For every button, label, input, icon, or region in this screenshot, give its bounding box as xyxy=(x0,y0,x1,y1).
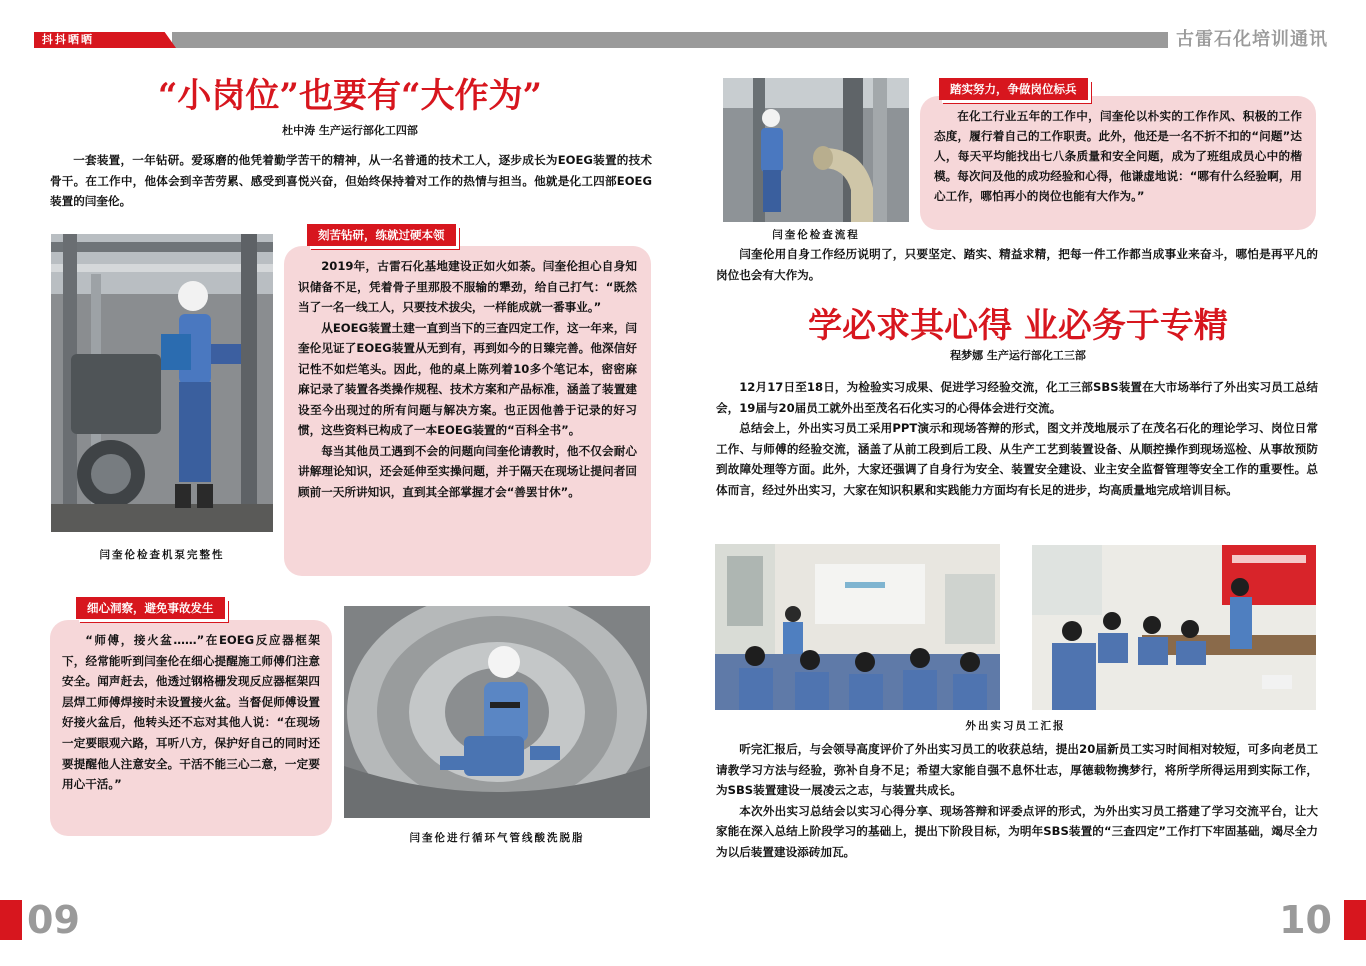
header-bar xyxy=(172,32,1332,48)
section2-paragraph-1: “师傅，接火盆……”在EOEG反应器框架下，经常能听到闫奎伦在细心提醒施工师傅们注意安全。闻声赶去，他透过钢格栅发现反应器框架四层焊工师傅焊接时未设置接火盆。当督促师傅设置好接火盆后，他转头还不忘对其他人说：“在现场一定要眼观六路，耳听八方，保护好自己的同时还要提醒他人注意安全。干活不能三心二意，一定要用心干活。” xyxy=(62,633,320,792)
closing-paragraph: 闫奎伦用自身工作经历说明了，只要坚定、踏实、精益求精，把每一件工作都当成事业来奋斗，哪怕是再平凡的岗位也会有大作为。 xyxy=(716,247,1318,282)
right-page-marker xyxy=(1344,900,1366,940)
section1-heading: 刻苦钻研，练就过硬本领 xyxy=(307,224,456,246)
section3-heading: 踏实努力，争做岗位标兵 xyxy=(939,78,1088,100)
photo-pump-inspection xyxy=(51,234,273,532)
section3-box xyxy=(920,96,1316,230)
article1-byline: 杜中涛 生产运行部化工四部 xyxy=(282,124,418,137)
section1-box xyxy=(284,246,651,576)
article2-paragraph-1: 12月17日至18日，为检验实习成果、促进学习经验交流，化工三部SBS装置在大市场举行了外出实习员工总结会，19届与20届员工就外出至茂名石化实习的心得体会进行交流。 xyxy=(716,380,1318,415)
photo-pump-inspection-image xyxy=(51,234,273,532)
photo-meeting-right-image xyxy=(1032,545,1316,710)
section-tag: 抖抖晒晒 xyxy=(42,33,94,46)
intro-paragraph: 一套装置，一年钻研。爱琢磨的他凭着勤学苦干的精神，从一名普通的技术工人，逐步成长为EOEG装置的技术骨干。在工作中，他体会到辛苦劳累、感受到喜悦兴奋，但始终保持着对工作的热情与担当。他就是化工四部EOEG装置的闫奎伦。 xyxy=(50,153,652,208)
left-page-marker xyxy=(0,900,22,940)
article2-body-bottom xyxy=(716,739,1318,862)
section1-paragraph-2: 从EOEG装置土建一直到当下的三查四定工作，这一年来，闫奎伦见证了EOEG装置从无到有，再到如今的日臻完善。他深信好记性不如烂笔头。因此，他的桌上陈列着10多个笔记本，密密麻麻记录了装置各类操作规程、技术方案和产品标准，涵盖了装置建设至今出现过的所有问题与解决方案。也正因他善于记录的好习惯，这些资料已构成了一本EOEG装置的“百科全书”。 xyxy=(298,320,637,437)
photo-meeting-caption: 外出实习员工汇报 xyxy=(965,720,1066,732)
section1-paragraph-1: 2019年，古雷石化基地建设正如火如荼。闫奎伦担心自身知识储备不足，凭着骨子里那股不服输的犟劲，给自己打气：“既然当了一名一线工人，只要技术拔尖，一样能成就一番事业。” xyxy=(298,259,637,314)
article1-title: “小岗位”也要有“大作为” xyxy=(157,76,543,116)
photo-pipe-cleaning-image xyxy=(344,606,650,818)
photo-process-check xyxy=(723,78,909,222)
section2-box xyxy=(50,620,332,836)
photo-pump-caption: 闫奎伦检查机泵完整性 xyxy=(99,549,225,561)
photo-meeting-left-image xyxy=(715,544,1000,710)
article2-paragraph-2: 总结会上，外出实习员工采用PPT演示和现场答辩的形式，图文并茂地展示了在茂名石化的理论学习、岗位日常工作、与师傅的经验交流，涵盖了从前工段到后工段、从生产工艺到装置设备、从顺控操作到现场巡检、从事故预防到故障处理等方面。此外，大家还强调了自身行为安全、装置安全建设、业主安全监督管理等安全工作的重要性。总体而言，经过外出实习，大家在知识积累和实践能力方面均有长足的进步，均高质量地完成培训目标。 xyxy=(716,421,1318,497)
article2-paragraph-4: 本次外出实习总结会以实习心得分享、现场答辩和评委点评的形式，为外出实习员工搭建了学习交流平台，让大家能在深入总结上阶段学习的基础上，提出下阶段目标，为明年SBS装置的“三查四定”工作打下牢固基础，竭尽全力为以后装置建设添砖加瓦。 xyxy=(716,803,1318,859)
article2-paragraph-3: 听完汇报后，与会领导高度评价了外出实习员工的收获总结，提出20届新员工实习时间相对较短，可多向老员工请教学习方法与经验，弥补自身不足；希望大家能自强不息怀壮志，厚德载物携梦行，将所学所得运用到实际工作，为SBS装置建设一展凌云之志，与装置共成长。 xyxy=(716,742,1318,797)
photo-process-check-image xyxy=(723,78,909,222)
section1-paragraph-3: 每当其他员工遇到不会的问题向闫奎伦请教时，他不仅会耐心讲解理论知识，还会延伸至实操问题，并于隔天在现场让提问者回顾前一天所讲知识，直到其全部掌握才会“善罢甘休”。 xyxy=(298,443,637,499)
photo-process-caption: 闫奎伦检查流程 xyxy=(772,229,860,241)
right-page-number: 10 xyxy=(1279,898,1332,942)
article1-intro xyxy=(50,150,652,212)
left-page-number: 09 xyxy=(27,898,80,942)
photo-meeting-left xyxy=(715,544,1000,710)
section2-heading: 细心洞察，避免事故发生 xyxy=(76,597,225,619)
article2-byline: 程梦娜 生产运行部化工三部 xyxy=(950,349,1086,362)
masthead-title: 古雷石化培训通讯 xyxy=(1168,28,1332,52)
article2-title: 学必求其心得 业必务于专精 xyxy=(808,306,1228,346)
article1-closing xyxy=(716,244,1318,285)
section3-paragraph-1: 在化工行业五年的工作中，闫奎伦以朴实的工作作风、积极的工作态度，履行着自己的工作职责。此外，他还是一名不折不扣的“问题”达人，每天平均能找出七八条质量和安全问题，成为了班组成员心中的楷模。每次问及他的成功经验和心得，他谦虚地说：“哪有什么经验啊，用心工作，哪怕再小的岗位也能有大作为。” xyxy=(934,109,1302,203)
photo-pipe-caption: 闫奎伦进行循环气管线酸洗脱脂 xyxy=(409,832,585,844)
article2-body-top xyxy=(716,377,1318,500)
photo-pipe-cleaning xyxy=(344,606,650,818)
photo-meeting-right xyxy=(1032,545,1316,710)
